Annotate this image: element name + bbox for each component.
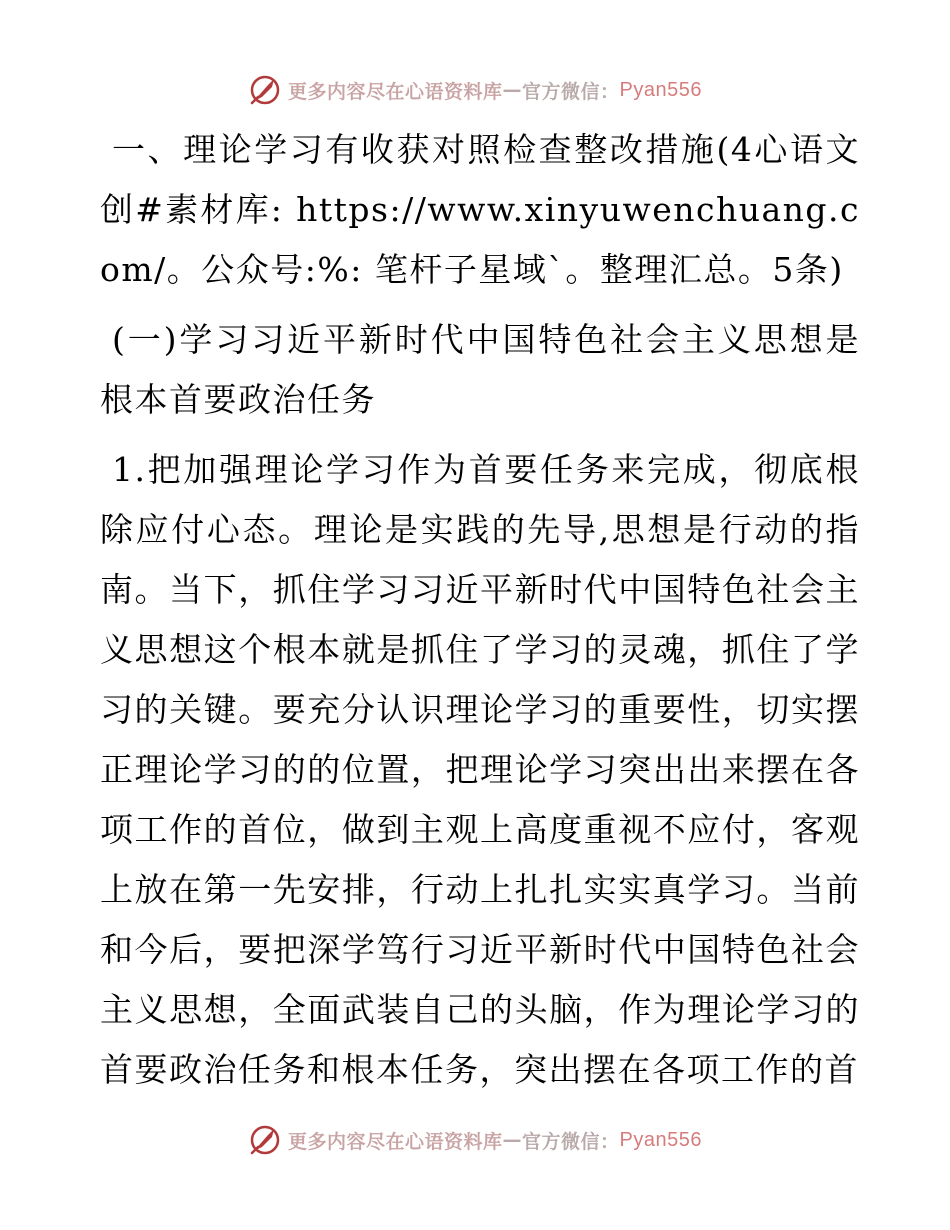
banner-dash: — xyxy=(502,79,523,101)
quill-logo-icon xyxy=(248,73,282,107)
footer-watermark-banner xyxy=(0,1120,950,1160)
banner-sub-text: 官方微信： xyxy=(522,80,620,103)
banner-wechat-id: Pyan556 xyxy=(619,78,702,101)
banner-main-text: 更多内容尽在心语资料库 xyxy=(288,80,503,103)
banner-main-text: 更多内容尽在心语资料库 xyxy=(288,1130,503,1153)
quill-logo-icon xyxy=(248,1123,282,1157)
body-paragraph: 1.把加强理论学习作为首要任务来完成，彻底根除应付心态。理论是实践的先导,思想是行动的指南。当下，抓住学习习近平新时代中国特色社会主义思想这个根本就是抓住了学习的灵魂，抓住了学习的关键。要充分认识理论学习的重要性，切实摆正理论学习的的位置，把理论学习突出出来摆在各项工作的首位，做到主观上高度重视不应付，客观上放在第一先安排，行动上扎扎实实真学习。当前和今后，要把深学笃行习近平新时代中国特色社会主义思想，全面武装自己的头脑，作为理论学习的首要政治任务和根本任务，突出摆在各项工作的首 xyxy=(100,450,860,1089)
header-watermark-banner xyxy=(0,70,950,110)
section-heading: 一、理论学习有收获对照检查整改措施(4心语文创#素材库: https://www.xinyuwenchuang.com/。公众号:%: 笔杆子星域`。整理汇总。5条) xyxy=(100,130,860,289)
banner-sub-text: 官方微信： xyxy=(522,1130,620,1153)
document-body xyxy=(100,120,860,1100)
subsection-heading: (一)学习习近平新时代中国特色社会主义思想是根本首要政治任务 xyxy=(100,320,860,419)
banner-wechat-id: Pyan556 xyxy=(619,1128,702,1151)
banner-dash: — xyxy=(502,1129,523,1151)
